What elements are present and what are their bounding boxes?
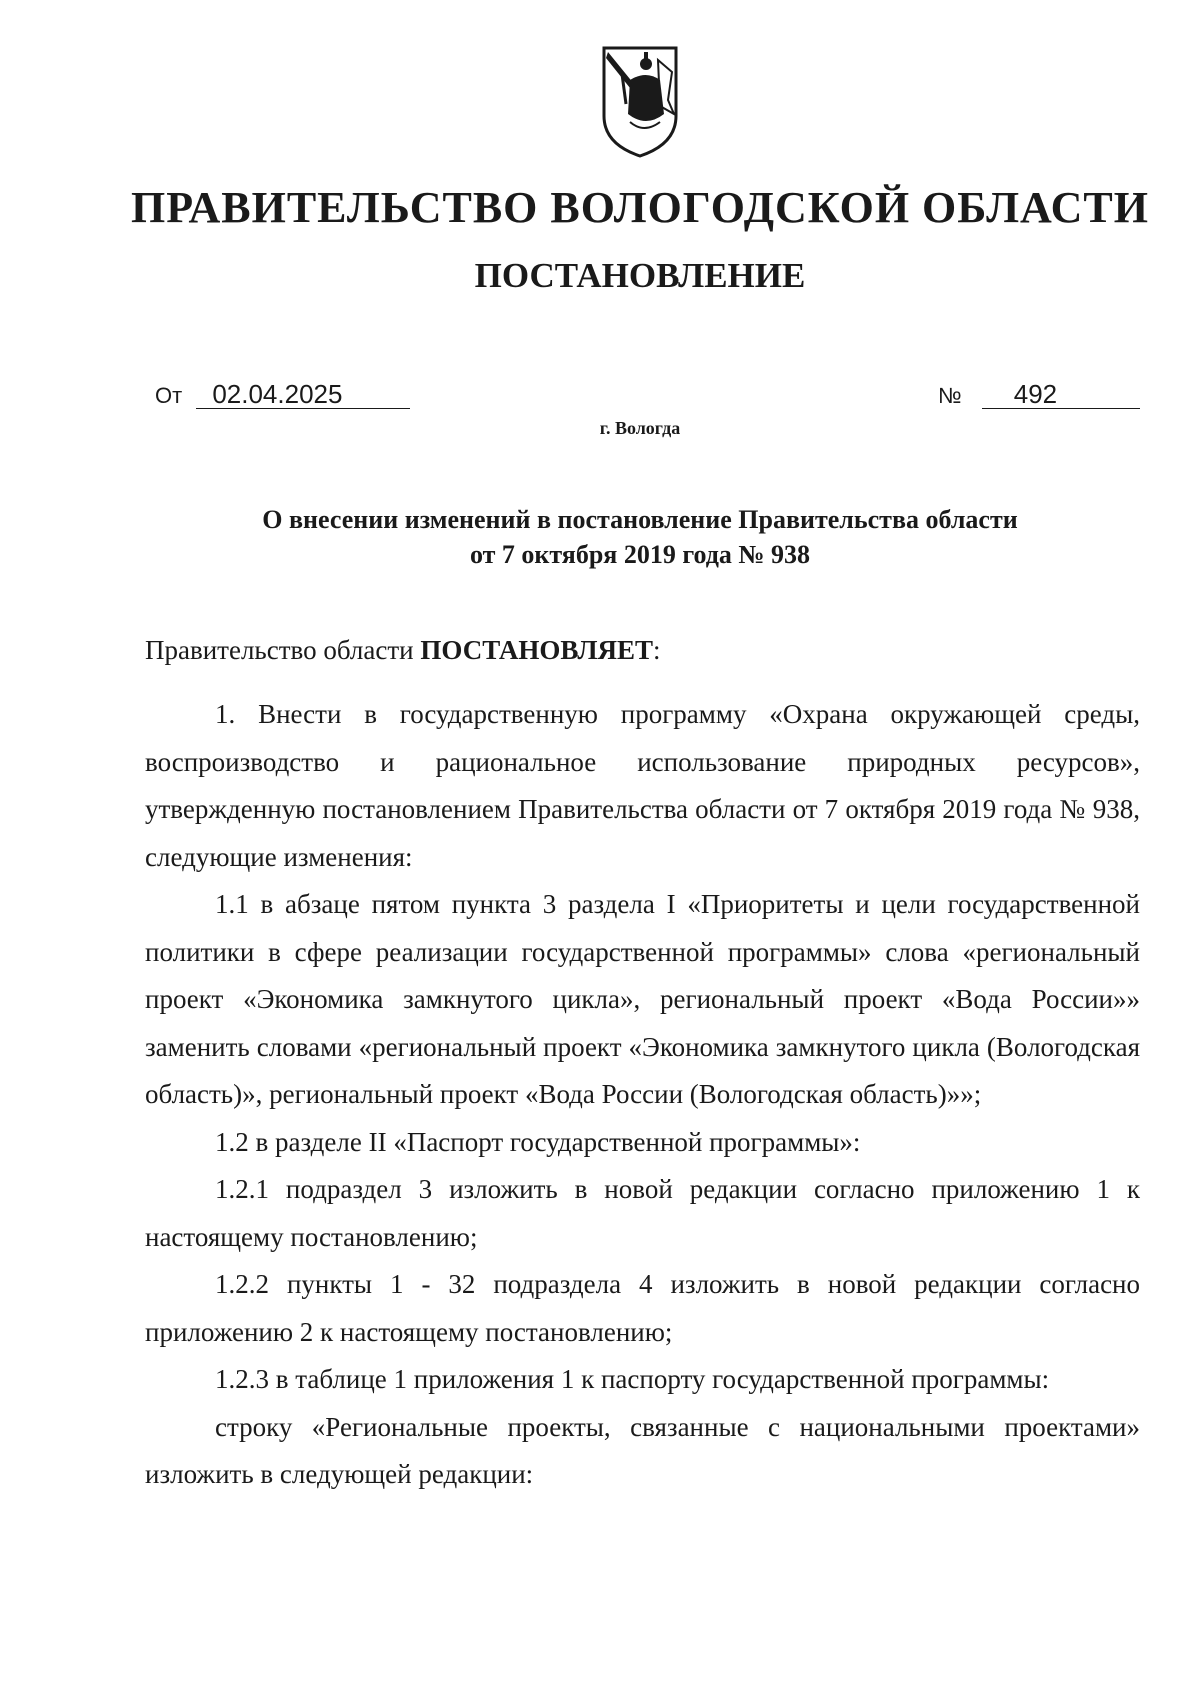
date-value: 02.04.2025 <box>196 380 410 409</box>
subject-line-1: О внесении изменений в постановление Правительства области <box>262 505 1018 534</box>
number-label: № <box>938 383 962 408</box>
city: г. Вологда <box>599 418 681 438</box>
number-field <box>938 380 1140 409</box>
document-subject <box>140 502 1140 572</box>
paragraph: 1.2.3 в таблице 1 приложения 1 к паспорту государственной программы: <box>215 1364 1050 1394</box>
date-field <box>155 380 410 409</box>
number-value: 492 <box>982 380 1140 409</box>
subject-line-2: от 7 октября 2019 года № 938 <box>469 540 811 569</box>
preamble-text: Правительство области <box>145 635 421 665</box>
paragraph: 1.1 в абзаце пятом пункта 3 раздела I «Приоритеты и цели государственной политики в сфере реализации государственной программы» слова «региональный проект «Экономика замкнутого цикла», региональный проект «Вода России»» заменить словами «региональный проект «Экономика замкнутого цикла (Вологодская область)», региональный проект «Вода России (Вологодская область)»»; <box>145 889 1140 1109</box>
paragraph: 1. Внести в государственную программу «Охрана окружающей среды, воспроизводство и рациональное использование природных ресурсов», утвержденную постановлением Правительства области от 7 октября 2019 года № 938, следующие изменения: <box>145 699 1140 872</box>
document-body <box>145 691 1140 1499</box>
preamble-verb: ПОСТАНОВЛЯЕТ <box>420 635 653 665</box>
preamble-colon: : <box>652 635 661 665</box>
paragraph: 1.2.1 подраздел 3 изложить в новой редакции согласно приложению 1 к настоящему постановлению; <box>145 1174 1140 1252</box>
paragraph: 1.2 в разделе II «Паспорт государственной программы»: <box>215 1126 861 1157</box>
coat-of-arms-icon <box>600 44 680 160</box>
preamble <box>145 635 661 666</box>
paragraph: 1.2.2 пункты 1 - 32 подраздела 4 изложить в новой редакции согласно приложению 2 к настоящему постановлению; <box>145 1269 1140 1347</box>
document-type: ПОСТАНОВЛЕНИЕ <box>474 256 806 295</box>
paragraph: строку «Региональные проекты, связанные с национальными проектами» изложить в следующей редакции: <box>145 1411 1140 1489</box>
date-label: От <box>155 383 183 408</box>
organization-title: ПРАВИТЕЛЬСТВО ВОЛОГОДСКОЙ ОБЛАСТИ <box>131 183 1149 232</box>
